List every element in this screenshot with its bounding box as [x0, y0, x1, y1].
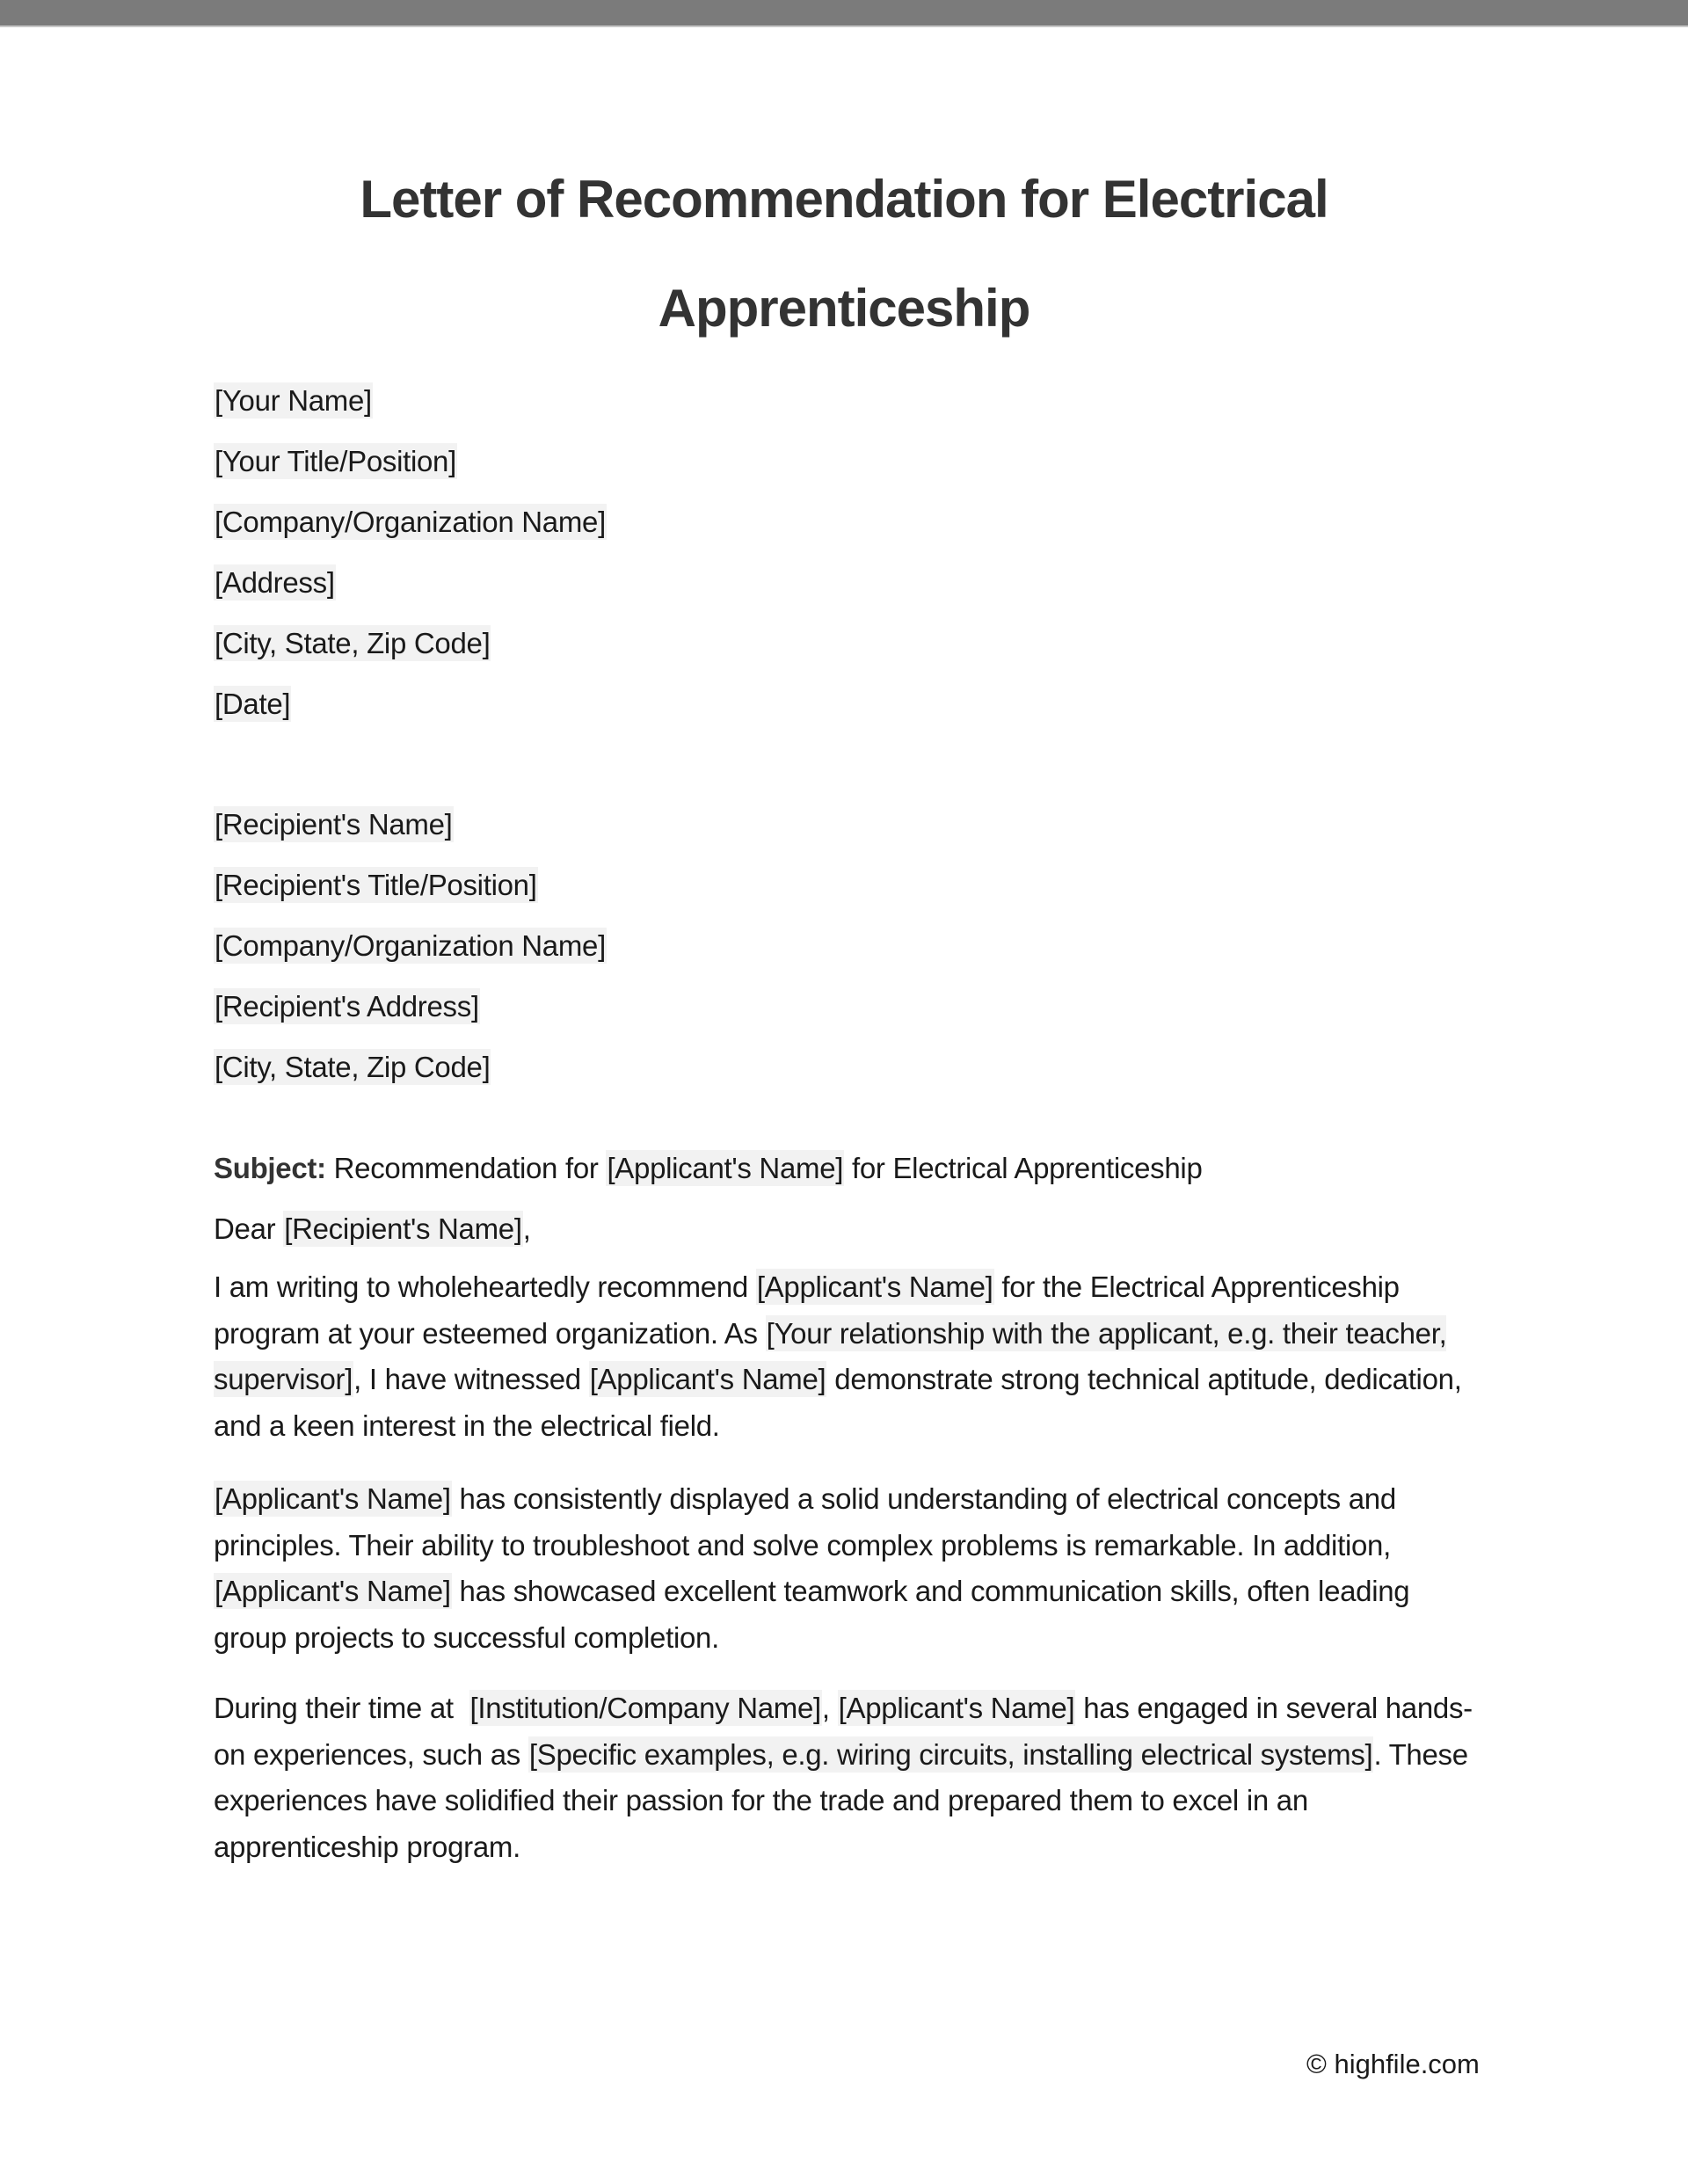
copyright-footer: © highfile.com	[1306, 2049, 1480, 2079]
placeholder: [Company/Organization Name]	[215, 929, 606, 962]
paragraph-1	[214, 1264, 1488, 1449]
sender-company	[214, 506, 607, 539]
sender-address	[214, 566, 336, 600]
placeholder: [Date]	[215, 688, 291, 720]
subject-line	[214, 1152, 1203, 1185]
placeholder: [Applicant's Name]	[589, 1363, 826, 1395]
salutation-text: Dear	[214, 1212, 284, 1245]
body-text: , I have witnessed	[353, 1363, 589, 1395]
paragraph-2	[214, 1476, 1488, 1661]
placeholder: [Recipient's Name]	[215, 808, 453, 841]
body-text: has showcased excellent teamwork and communication skills, often leading group projects to successful completion.	[214, 1575, 1410, 1654]
body-text: During their time at	[214, 1692, 469, 1724]
body-text: for the Electrical Apprenticeship program at your esteemed organization. As	[214, 1270, 1400, 1350]
placeholder: [Address]	[215, 566, 335, 599]
salutation	[214, 1212, 531, 1246]
placeholder: [City, State, Zip Code]	[215, 1051, 491, 1083]
placeholder: [Institution/Company Name]	[469, 1692, 821, 1724]
recipient-name	[214, 808, 454, 841]
subject-label: Subject:	[214, 1152, 326, 1184]
sender-name	[214, 384, 373, 418]
placeholder: [Applicant's Name]	[215, 1575, 451, 1607]
placeholder: [Applicant's Name]	[607, 1152, 844, 1184]
body-text: has consistently displayed a solid understanding of electrical concepts and principles. Their ability to troubleshoot and solve complex problems is remarkable. In addition,	[214, 1482, 1396, 1562]
body-text: demonstrate strong technical aptitude, dedication, and a keen interest in the electrical field.	[214, 1363, 1462, 1442]
top-bar	[0, 0, 1688, 27]
document-title-line-1: Letter of Recommendation for Electrical	[360, 170, 1328, 229]
body-text: I am writing to wholeheartedly recommend	[214, 1270, 756, 1303]
subject-text: Recommendation for	[325, 1152, 607, 1184]
placeholder: [Recipient's Address]	[215, 990, 479, 1023]
recipient-city-state-zip	[214, 1051, 491, 1084]
document-title-line-2: Apprenticeship	[658, 279, 1030, 338]
placeholder: [City, State, Zip Code]	[215, 627, 491, 659]
placeholder: [Your Title/Position]	[215, 445, 456, 477]
placeholder: [Specific examples, e.g. wiring circuits, installing electrical systems]	[528, 1737, 1373, 1771]
body-text: has engaged in several hands-on experiences, such as	[214, 1692, 1473, 1771]
placeholder: [Recipient's Title/Position]	[215, 869, 537, 901]
subject-text: for Electrical Apprenticeship	[844, 1152, 1203, 1184]
placeholder: [Company/Organization Name]	[215, 506, 606, 538]
recipient-title	[214, 869, 538, 902]
placeholder: [Applicant's Name]	[838, 1692, 1075, 1724]
placeholder: [Recipient's Name]	[284, 1212, 522, 1245]
paragraph-3	[214, 1685, 1488, 1870]
body-text: . These experiences have solidified their passion for the trade and prepared them to excel in an apprenticeship program.	[214, 1737, 1468, 1863]
sender-title	[214, 445, 457, 478]
placeholder: [Your Name]	[215, 384, 372, 417]
placeholder: [Applicant's Name]	[215, 1482, 451, 1515]
letter-date	[214, 688, 291, 721]
recipient-company	[214, 929, 607, 963]
sender-city-state-zip	[214, 627, 491, 660]
placeholder: [Your relationship with the applicant, e.g. their teacher, supervisor]	[214, 1316, 1447, 1395]
placeholder: [Applicant's Name]	[756, 1270, 993, 1303]
body-text: ,	[821, 1692, 838, 1724]
recipient-address	[214, 990, 480, 1023]
salutation-text: ,	[522, 1212, 531, 1245]
